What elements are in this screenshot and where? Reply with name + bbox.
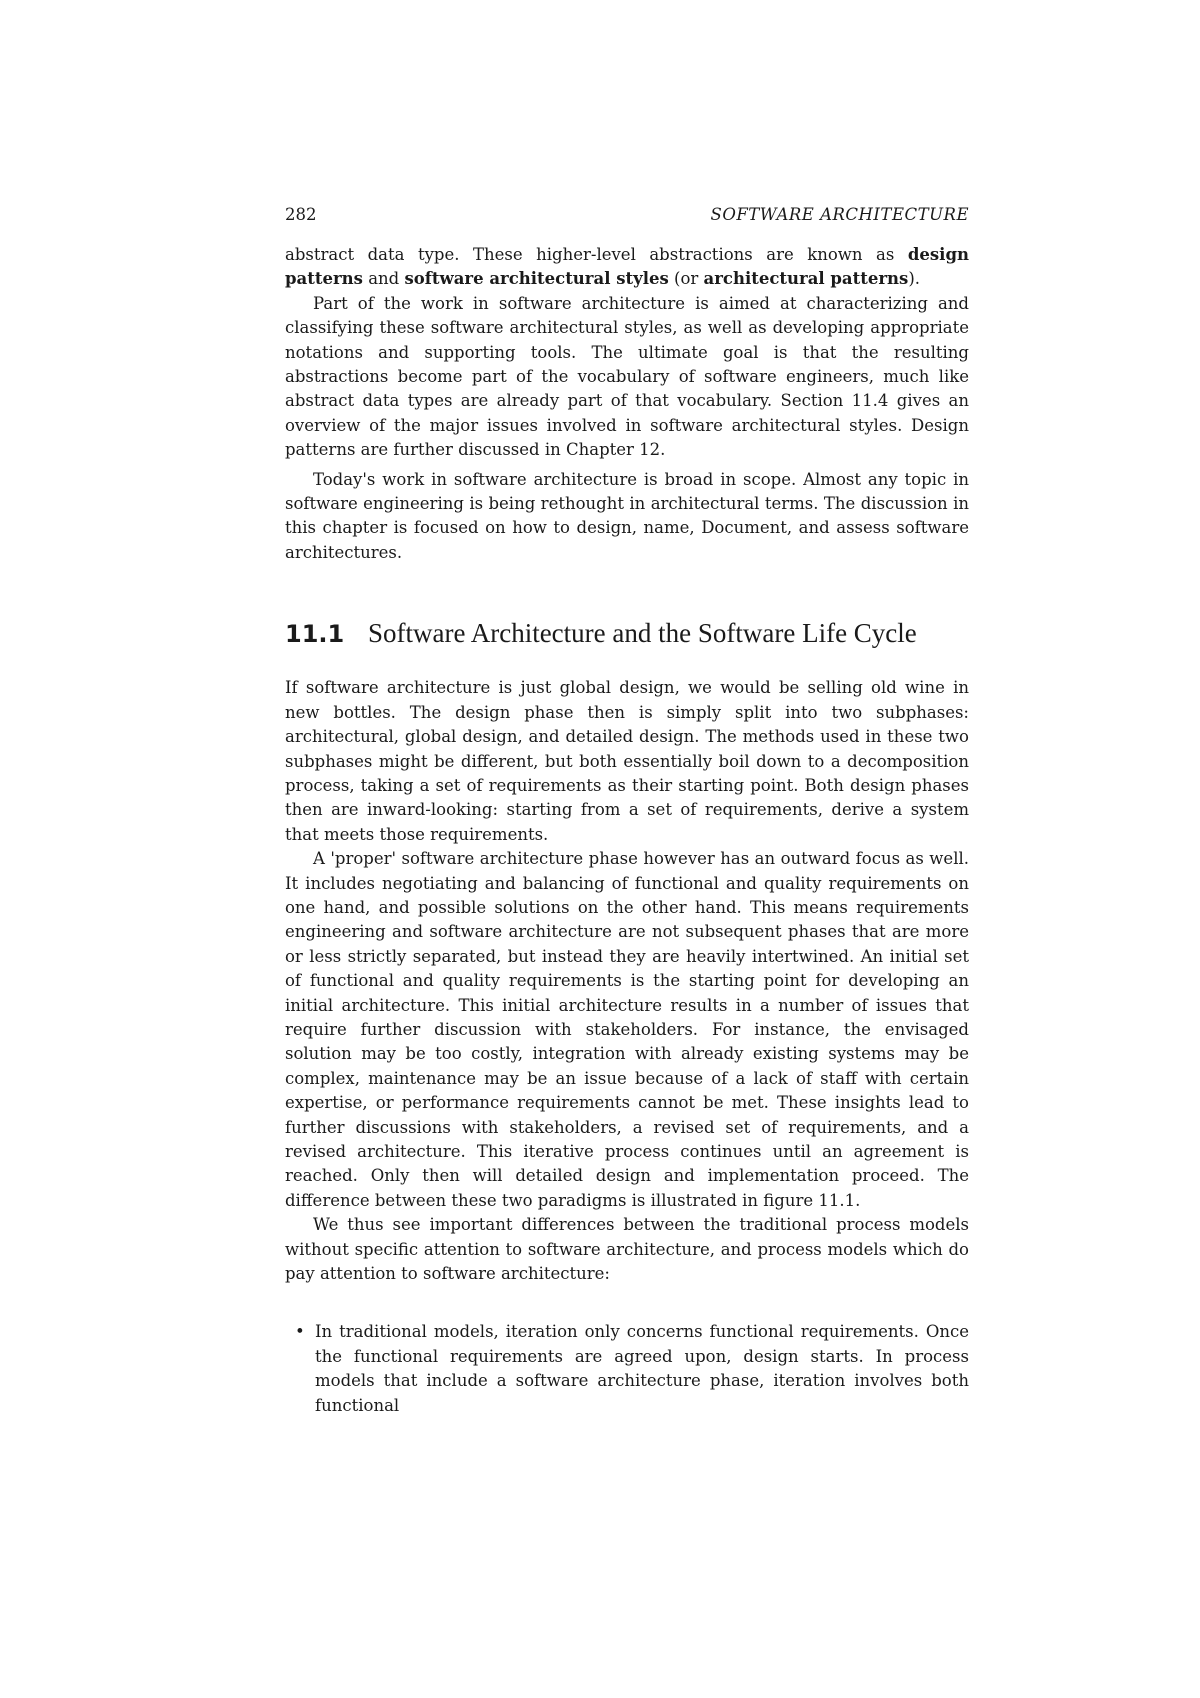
section-title: Software Architecture and the Software Life Cycle: [368, 618, 917, 649]
running-title: SOFTWARE ARCHITECTURE: [710, 205, 969, 224]
section-number: 11.1: [285, 620, 345, 649]
intro-paragraph-2: Part of the work in software architecture is aimed at characterizing and classifying these software architectural styles, as well as developing appropriate notations and supporting tools. The ultimate goal is that the resulting abstractions become part of the vocabulary of software engineers, much like abstract data types are already part of that vocabulary. Section 11.4 gives an overview of the major issues involved in software architectural styles. Design patterns are further discussed in Chapter 12.: [285, 293, 969, 460]
section-paragraph-2: A 'proper' software architecture phase however has an outward focus as well. It includes negotiating and balancing of functional and quality requirements on one hand, and possible solutions on the other hand. This means requirements engineering and software architecture are not subsequent phases that are more or less strictly separated, but instead they are heavily intertwined. An initial set of functional and quality requirements is the starting point for developing an initial architecture. This initial architecture results in a number of issues that require further discussion with stakeholders. For instance, the envisaged solution may be too costly, integration with already existing systems may be complex, maintenance may be an issue because of a lack of staff with certain expertise, or performance requirements cannot be met. These insights lead to further discussions with stakeholders, a revised set of requirements, and a revised architecture. This iterative process continues until an agreement is reached. Only then will detailed design and implementation proceed. The difference between these two paradigms is illustrated in figure 11.1.: [285, 849, 969, 1210]
list-item-text: In traditional models, iteration only concerns functional requirements. Once the functional requirements are agreed upon, design starts. In process models that include a software architecture phase, iteration involves both functional: [315, 1322, 969, 1415]
running-head: [285, 203, 969, 227]
section-heading: [285, 617, 969, 650]
bullet-icon: •: [295, 1322, 305, 1342]
section-paragraph-1: If software architecture is just global design, we would be selling old wine in new bottles. The design phase then is simply split into two subphases: architectural, global design, and detailed design. The methods used in these two subphases might be different, but both essentially boil down to a decomposition process, taking a set of requirements as their starting point. Both design phases then are inward-looking: starting from a set of requirements, derive a system that meets those requirements.: [285, 678, 969, 844]
intro-paragraph-3: Today's work in software architecture is broad in scope. Almost any topic in software engineering is being rethought in architectural terms. The discussion in this chapter is focused on how to design, name, Document, and assess software architectures.: [285, 469, 969, 562]
term-architectural-patterns: architectural patterns: [703, 269, 909, 289]
section-paragraph-3: We thus see important differences between the traditional process models without specific attention to software architecture, and process models which do pay attention to software architecture:: [285, 1215, 969, 1284]
bullet-list: [285, 1320, 969, 1418]
list-item: [285, 1320, 969, 1418]
page-number: 282: [285, 205, 317, 224]
term-architectural-styles: software architectural styles: [404, 269, 669, 289]
term-design-patterns: design patterns: [285, 245, 969, 289]
intro-paragraph-1: abstract data type. These higher-level abstractions are known as design patterns and software architectural styles (or architectural patterns).: [285, 245, 969, 289]
book-page: [285, 203, 969, 1418]
